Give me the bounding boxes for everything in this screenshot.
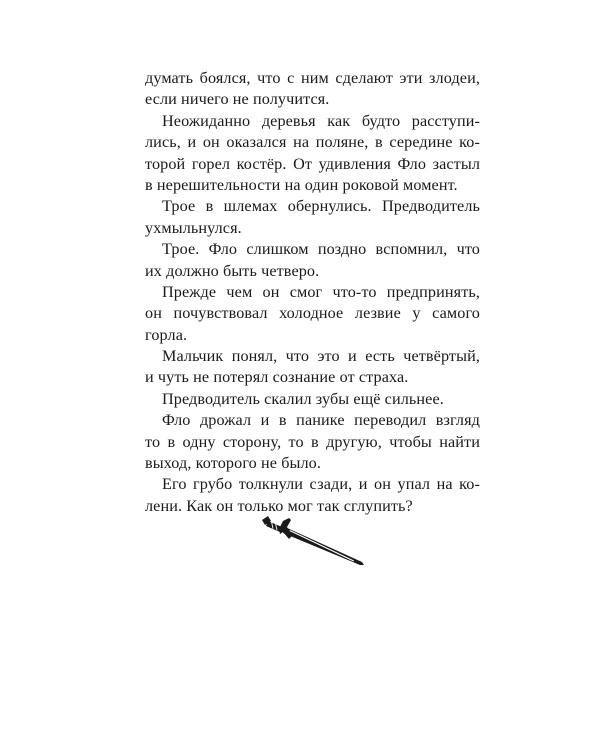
text-line: если ничего не получится. [145, 90, 330, 109]
text-line: Предводитель скалил зубы ещё сильнее. [162, 389, 444, 408]
text-line: Неожиданно деревья как будто расступи- [162, 111, 480, 130]
text-line: Фло дрожал и в панике переводил взгляд [162, 411, 480, 430]
dagger-icon [258, 512, 368, 568]
text-line: Его грубо толкнули сзади, и он упал на ко- [162, 475, 480, 494]
text-line: думать боялся, что с ним сделают эти злодеи, [145, 69, 480, 87]
text-line: лени. Как он только мог так сглупить? [145, 496, 413, 515]
text-line: он почувствовал холодное лезвие у самого [145, 304, 480, 323]
text-line: Трое. Фло слишком поздно вспомнил, что [162, 240, 480, 259]
text-line: в нерешительности на один роковой момент. [145, 175, 458, 194]
text-line: горла. [145, 325, 188, 344]
text-line: ухмыльнулся. [145, 218, 242, 237]
text-line: Мальчик понял, что это и есть четвёртый, [162, 347, 480, 366]
text-line: их должно быть четверо. [145, 261, 320, 280]
body-text [145, 68, 480, 517]
text-line: то в одну сторону, то в другую, чтобы найти [145, 432, 480, 451]
text-line: и чуть не потерял сознание от страха. [145, 368, 409, 387]
text-line: Прежде чем он смог что-то предпринять, [162, 282, 480, 301]
text-line: торой горел костёр. От удивления Фло застыл [145, 154, 480, 173]
text-line: выход, которого не было. [145, 454, 322, 473]
text-line: лись, и он оказался на поляне, в середине ко- [145, 133, 480, 152]
text-line: Трое в шлемах обернулись. Предводитель [162, 197, 480, 216]
